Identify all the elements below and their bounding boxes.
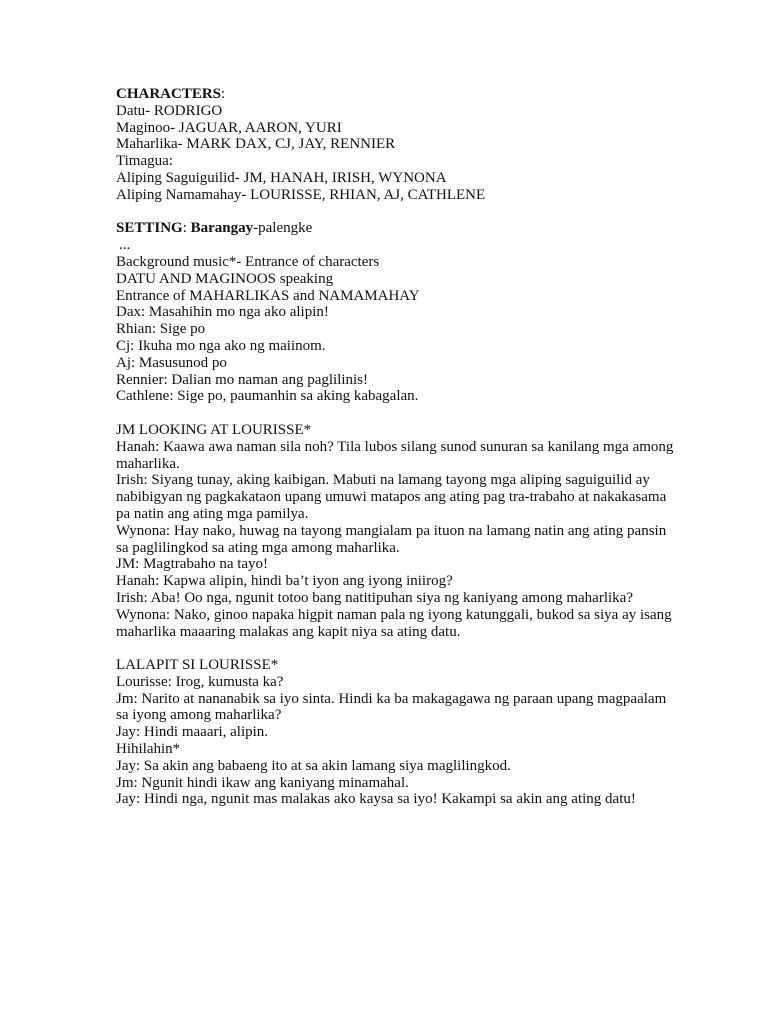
character-line: Maharlika- MARK DAX, CJ, JAY, RENNIER [116,136,396,153]
character-line: Timagua: [116,153,173,170]
script-line: Jay: Sa akin ang babaeng ito at sa akin lamang siya maglilingkod. [116,757,511,774]
paragraph-gap [116,204,676,221]
characters-heading-suffix: : [221,86,226,102]
script-line: DATU AND MAGINOOS speaking [116,270,334,287]
script-line: Irish: Siyang tunay, aking kaibigan. Mabuti na lamang tayong mga aliping saguiguilid ay nabibigyan ng pagkakataon upang umuwi matapos ang ating pag tra-trabaho at nakakasama pa natin ang ating mga pamilya. [116,472,667,522]
setting-ellipsis: ... [119,237,131,254]
script-document [116,86,676,808]
script-line: Jm: Narito at nananabik sa iyo sinta. Hindi ka ba makagagawa ng paraan upang magpaalam sa iyong among maharlika? [116,690,667,724]
paragraph-gap [116,405,676,422]
script-line: JM: Magtrabaho na tayo! [116,556,269,573]
script-line: Hanah: Kapwa alipin, hindi ba’t iyon ang iyong iniirog? [116,573,453,590]
script-line: Hanah: Kaawa awa naman sila noh? Tila lubos silang sunod sunuran sa kanilang mga among maharlika. [116,438,674,472]
character-line: Aliping Namamahay- LOURISSE, RHIAN, AJ, CATHLENE [116,186,486,203]
characters-heading: CHARACTERS [116,86,222,102]
script-line: Jay: Hindi nga, ngunit mas malakas ako kaysa sa iyo! Kakampi sa akin ang ating datu! [116,791,636,808]
script-line: Dax: Masahihin mo nga ako alipin! [116,304,329,321]
characters-heading-line [116,86,676,103]
setting-label: SETTING [116,220,183,237]
script-line: LALAPIT SI LOURISSE* [116,657,279,674]
script-line: Hihilahin* [116,741,181,758]
script-line: JM LOOKING AT LOURISSE* [116,421,312,438]
script-line: Jm: Ngunit hindi ikaw ang kaniyang minamahal. [116,774,409,791]
script-line: Irish: Aba! Oo nga, ngunit totoo bang natitipuhan siya ng kaniyang among maharlika? [116,589,633,606]
setting-place: Barangay [190,220,254,237]
script-line: Wynona: Hay nako, huwag na tayong mangialam pa ituon na lamang natin ang ating pansin sa paglilingkod sa ating mga among maharlika. [116,522,667,556]
script-line: Cj: Ikuha mo nga ako ng maiinom. [116,337,326,354]
setting-line [116,220,676,237]
script-line: Rhian: Sige po [116,321,206,338]
character-line: Maginoo- JAGUAR, AARON, YURI [116,119,342,136]
script-line: Aj: Masusunod po [116,354,227,371]
script-line: Cathlene: Sige po, paumanhin sa aking kabagalan. [116,388,419,405]
script-line: Rennier: Dalian mo naman ang paglilinis! [116,371,369,388]
character-line: Aliping Saguiguilid- JM, HANAH, IRISH, WYNONA [116,169,447,186]
script-line: Entrance of MAHARLIKAS and NAMAMAHAY [116,287,420,304]
character-line: Datu- RODRIGO [116,102,223,119]
setting-separator: : [182,220,191,237]
script-line: Wynona: Nako, ginoo napaka higpit naman pala ng iyong katunggali, bukod sa siya ay isang maharlika maaaring malakas ang kapit niya sa ating datu. [116,606,672,640]
script-line: Background music*- Entrance of characters [116,253,380,270]
script-line: Lourisse: Irog, kumusta ka? [116,673,284,690]
setting-place-suffix: -palengke [253,220,313,237]
paragraph-gap [116,640,676,657]
script-line: Jay: Hindi maaari, alipin. [116,724,269,741]
